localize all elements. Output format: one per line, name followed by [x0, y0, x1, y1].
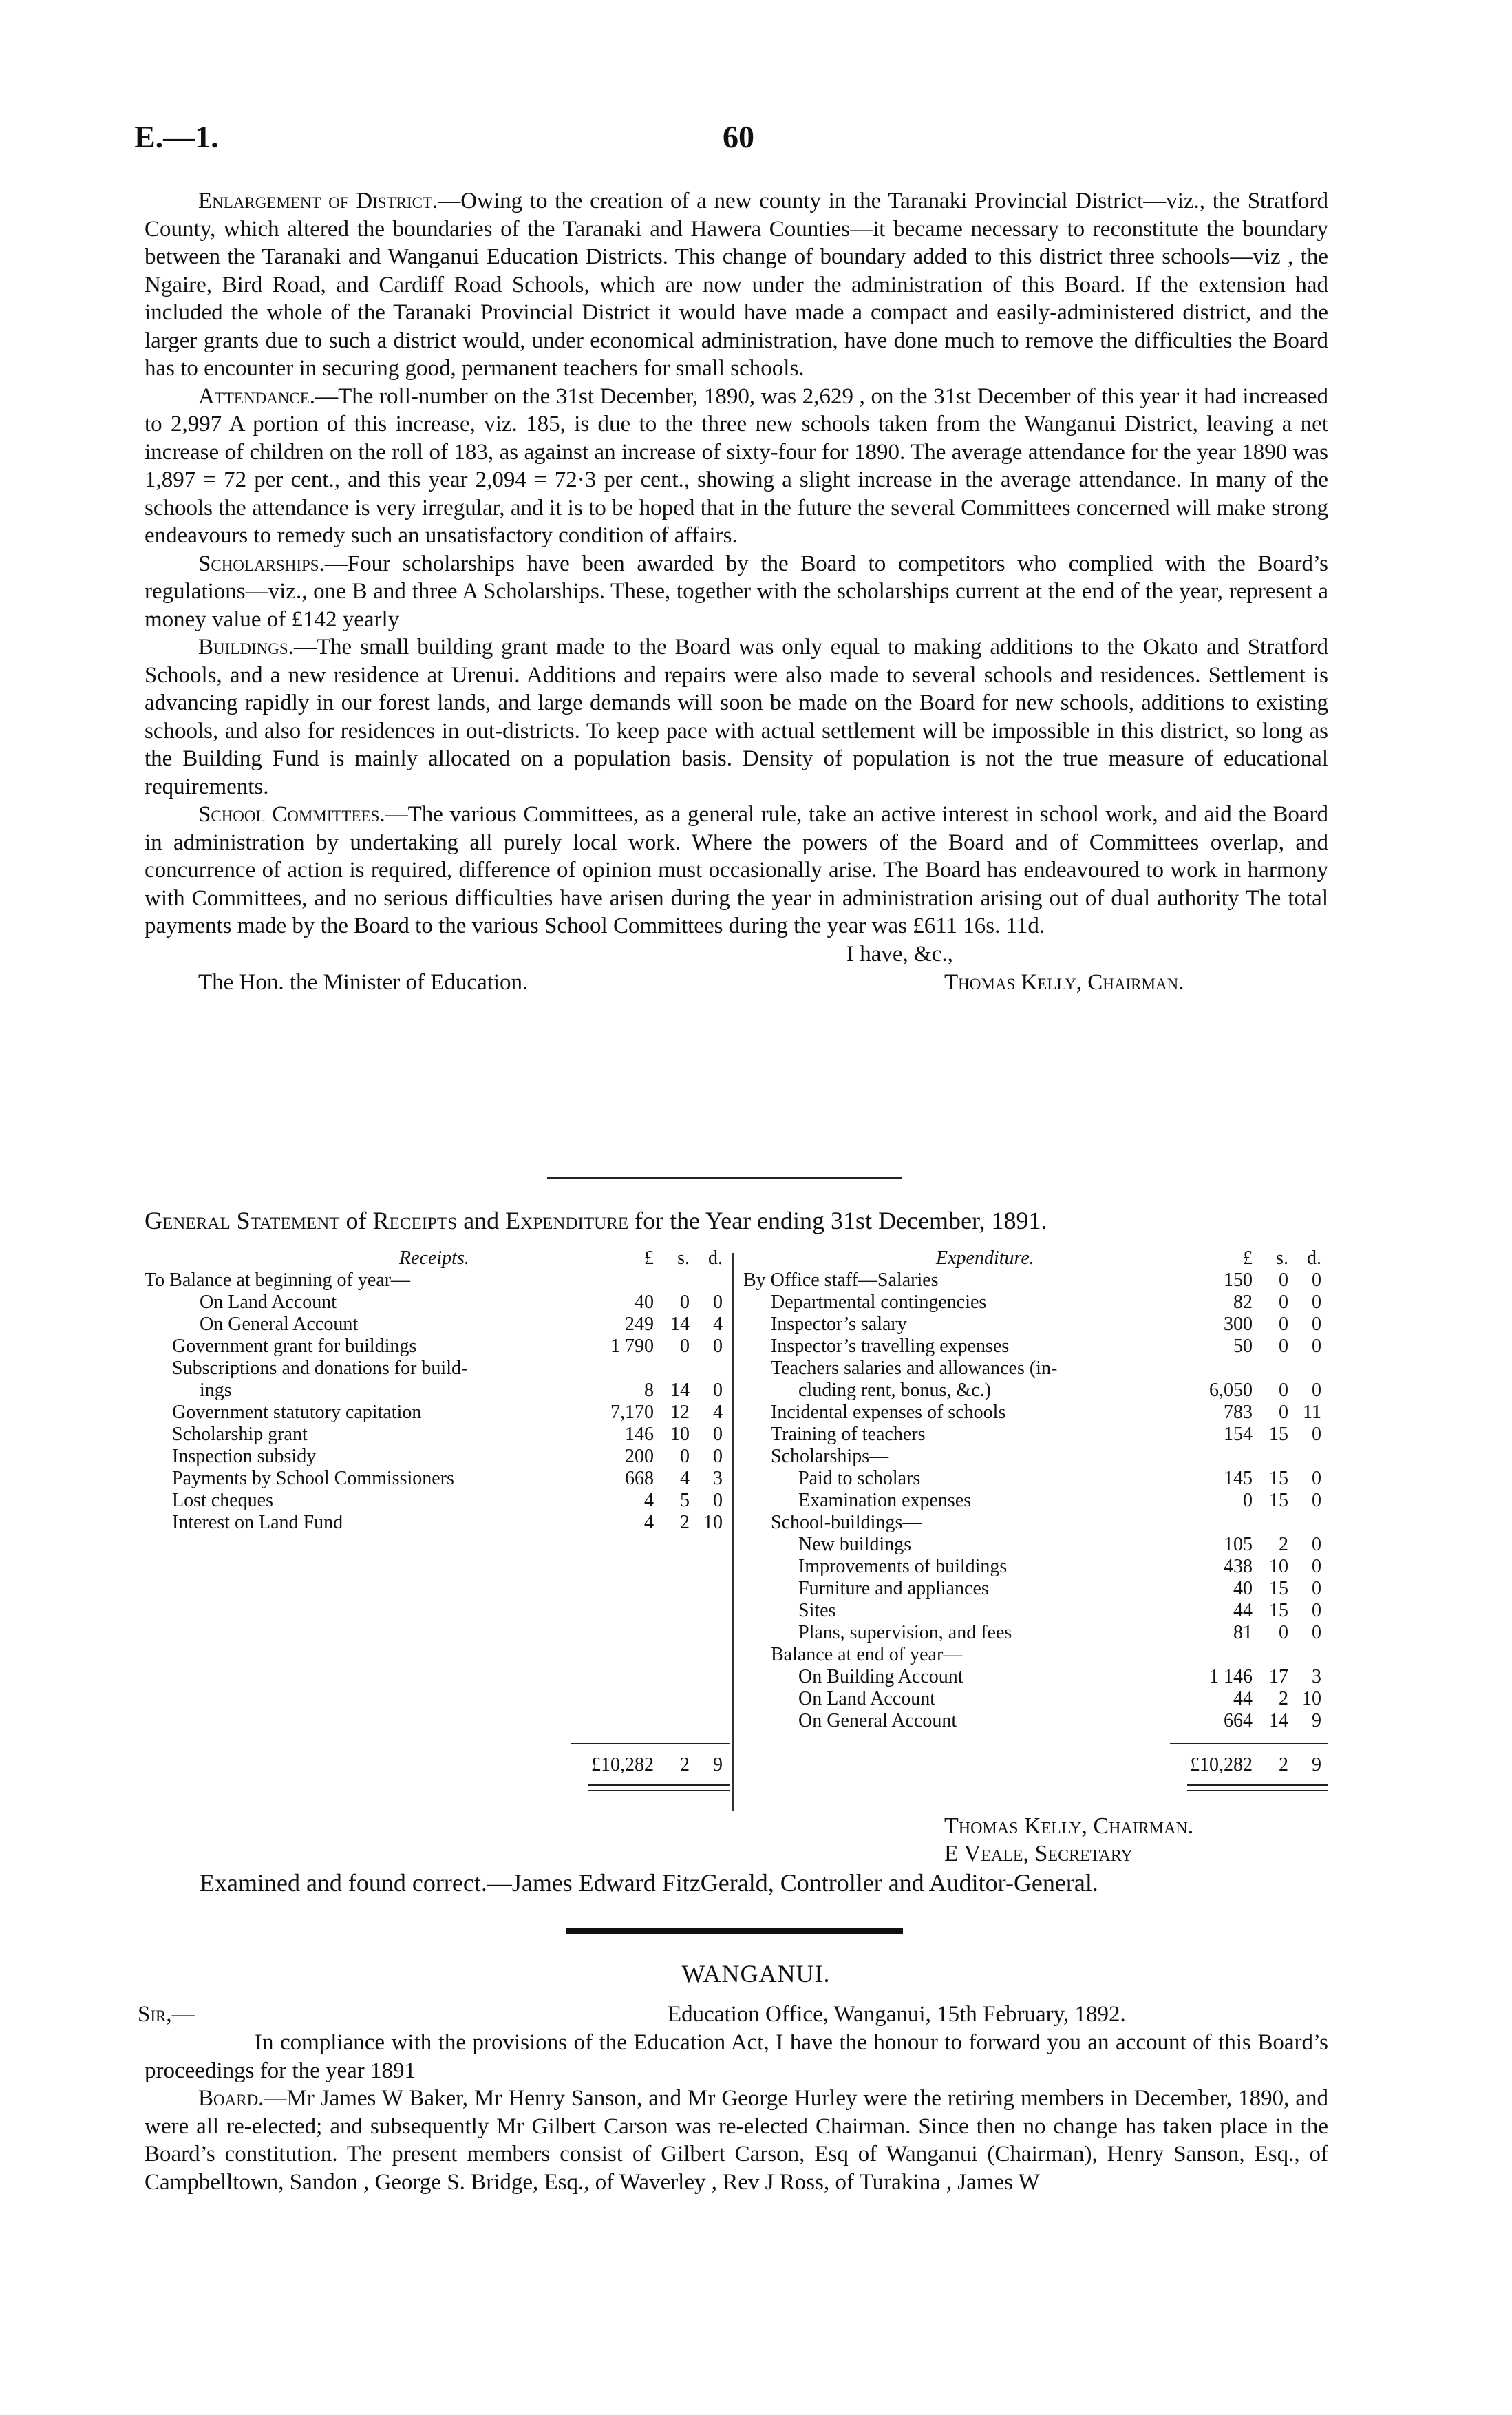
receipt-shillings: 12 — [670, 1402, 690, 1423]
statement-title: General Statement of Receipts and Expenditure for the Year ending 31st December, 1891. — [145, 1207, 1047, 1234]
expenditure-pounds: 6,050 — [1209, 1380, 1253, 1401]
page-number: 60 — [723, 119, 754, 154]
receipt-label: On General Account — [200, 1314, 359, 1335]
expenditure-table — [743, 1247, 1328, 1732]
expenditure-shillings: 15 — [1269, 1600, 1288, 1621]
receipts-table — [145, 1247, 730, 1534]
expenditure-pence: 0 — [1312, 1600, 1321, 1621]
receipt-label: On Land Account — [200, 1291, 337, 1313]
expenditure-row — [743, 1336, 1328, 1358]
expenditure-pence: 3 — [1312, 1666, 1321, 1687]
paragraph-text: —The various Committees, as a general rule, take an active interest in school work, and aid the Board in administration by undertaking all purely local work. Where the powers of the Board and of Committees overlap, and concurrence of action is required, difference of opinion must occasionally arise. The Board has endeavoured to work in harmony with Committees, and no serious difficulties have arisen during the year in administration arising out of dual authority The total payments made by the Board to the various School Committees during the year was £611 16s. 11d. — [145, 802, 1328, 938]
col-pounds: £ — [1243, 1247, 1253, 1269]
closing-line — [145, 940, 1328, 969]
receipt-pence: 0 — [713, 1446, 723, 1467]
receipt-label: Scholarship grant — [172, 1424, 308, 1445]
receipt-row — [145, 1380, 730, 1402]
paragraph-text: —The roll-number on the 31st December, 1890, was 2,629 , on the 31st December of this year it had increased to 2,997 A portion of this increase, viz. 185, is due to the three new schools taken from the Wanganui District, leaving a net increase of children on the roll of 183, as against an increase of sixty-four for 1890. The average attendance for the year 1890 was 1,897 = 72 per cent., and this year 2,094 = 72·3 per cent., showing a slight increase in the average attendance. In many of the schools the attendance is very irregular, and it is to be hoped that in the future the several Committees concerned will make strong endeavours to remedy such an unsatisfactory condition of affairs. — [145, 383, 1328, 548]
closing-signature-line — [145, 969, 1328, 997]
expenditure-row — [743, 1644, 1328, 1666]
wanganui-board-paragraph — [145, 2085, 1328, 2196]
receipt-label: Inspection subsidy — [172, 1446, 317, 1467]
paragraph-scholarships — [145, 550, 1328, 634]
expenditure-label: On Building Account — [798, 1666, 963, 1687]
salutation-line — [138, 2001, 1328, 2029]
closing-signature: Thomas Kelly, Chairman. — [944, 969, 1184, 995]
receipt-pence: 10 — [703, 1512, 723, 1533]
receipts-total-shillings: 2 — [680, 1754, 690, 1775]
expenditure-total-shillings: 2 — [1279, 1754, 1288, 1775]
expenditure-row — [743, 1600, 1328, 1622]
receipt-shillings: 2 — [680, 1512, 690, 1533]
expenditure-row — [743, 1358, 1328, 1380]
expenditure-pounds: 664 — [1224, 1710, 1253, 1731]
expenditure-label: Teachers salaries and allowances (in- — [771, 1358, 1058, 1379]
expenditure-row — [743, 1269, 1328, 1291]
receipt-pence: 0 — [713, 1380, 723, 1401]
receipt-shillings: 10 — [670, 1424, 690, 1445]
receipt-pence: 0 — [713, 1291, 723, 1313]
expenditure-label: Scholarships— — [771, 1446, 889, 1467]
expenditure-shillings: 0 — [1279, 1402, 1288, 1423]
expenditure-label: Sites — [798, 1600, 836, 1621]
expenditure-shillings: 0 — [1279, 1269, 1288, 1291]
receipt-label: To Balance at beginning of year— — [145, 1269, 411, 1291]
section-divider — [547, 1177, 902, 1179]
expenditure-shillings: 17 — [1269, 1666, 1288, 1687]
receipt-row — [145, 1424, 730, 1446]
expenditure-shillings: 0 — [1279, 1336, 1288, 1357]
receipt-label: Subscriptions and donations for build- — [172, 1358, 468, 1379]
receipt-pounds: 4 — [644, 1490, 654, 1511]
wanganui-heading: WANGANUI. — [681, 1960, 831, 1987]
expenditure-label: Balance at end of year— — [771, 1644, 963, 1665]
receipt-shillings: 4 — [680, 1468, 690, 1489]
salutation: Sir,— — [138, 2002, 195, 2027]
receipt-label: Government grant for buildings — [172, 1336, 417, 1357]
expenditure-label: Paid to scholars — [798, 1468, 921, 1489]
receipts-total-rule — [571, 1743, 730, 1744]
expenditure-pounds: 300 — [1224, 1314, 1253, 1335]
paragraph-text: —The small building grant made to the Board was only equal to making additions to the Okato and Stratford Schools, and a new residence at Urenui. Additions and repairs were also made to several schools and residences. Settlement is advancing rapidly in our forest lands, and large demands will soon be made on the Board for new schools, additions to existing schools, and also for residences in out-districts. To keep pace with actual settlement will be impossible in this district, so long as the Building Fund is mainly allocated on a population basis. Density of population is not the true measure of educational requirements. — [145, 635, 1328, 799]
expenditure-label: By Office staff—Salaries — [743, 1269, 939, 1291]
expenditure-pence: 0 — [1312, 1269, 1321, 1291]
expenditure-pounds: 150 — [1224, 1269, 1253, 1291]
expenditure-label: On General Account — [798, 1710, 957, 1731]
expenditure-row — [743, 1446, 1328, 1468]
receipt-pence: 0 — [713, 1490, 723, 1511]
addressee: The Hon. the Minister of Education. — [198, 969, 529, 995]
expenditure-pence: 0 — [1312, 1578, 1321, 1599]
expenditure-pence: 11 — [1303, 1402, 1321, 1423]
receipt-shillings: 14 — [670, 1314, 690, 1335]
table-column-divider — [732, 1253, 734, 1811]
expenditure-pounds: 82 — [1233, 1291, 1253, 1313]
expenditure-pounds: 783 — [1224, 1402, 1253, 1423]
expenditure-shillings: 14 — [1269, 1710, 1288, 1731]
expenditure-row — [743, 1666, 1328, 1688]
receipt-row — [145, 1402, 730, 1424]
receipt-pence: 0 — [713, 1336, 723, 1357]
expenditure-pence: 0 — [1312, 1556, 1321, 1577]
paragraph-buildings — [145, 633, 1328, 801]
receipt-pounds: 1 790 — [610, 1336, 654, 1357]
expenditure-pence: 0 — [1312, 1534, 1321, 1555]
expenditure-pounds: 50 — [1233, 1336, 1253, 1357]
expenditure-total-pounds: £10,282 — [1190, 1754, 1253, 1775]
receipt-shillings: 5 — [680, 1490, 690, 1511]
paragraph-text: —Owing to the creation of a new county in the Taranaki Provincial District—viz., the Stratford County, which altered the boundaries of the Taranaki and Hawera Counties—it became necessary to reconstitute the boundary between the Taranaki and Wanganui Education Districts. This change of boundary added to this district three schools—viz , the Ngaire, Bird Road, and Cardiff Road Schools, which are now under the administration of this Board. If the extension had included the whole of the Taranaki Provincial District it would have made a compact and easily-administered district, and the larger grants due to such a district would, under economical administration, have done much to remove the difficulties the Board has to encounter in securing good, permanent teachers for small schools. — [145, 189, 1328, 381]
expenditure-pence: 0 — [1312, 1468, 1321, 1489]
expenditure-row — [743, 1710, 1328, 1732]
expenditure-label: Improvements of buildings — [798, 1556, 1008, 1577]
receipts-double-rule — [588, 1784, 730, 1786]
expenditure-pence: 0 — [1312, 1380, 1321, 1401]
receipt-pounds: 668 — [625, 1468, 654, 1489]
expenditure-pounds: 145 — [1224, 1468, 1253, 1489]
receipt-label: Government statutory capitation — [172, 1402, 422, 1423]
paragraph-attendance — [145, 383, 1328, 550]
expenditure-shillings: 0 — [1279, 1622, 1288, 1643]
expenditure-row — [743, 1291, 1328, 1314]
expenditure-pence: 0 — [1312, 1490, 1321, 1511]
wanganui-body — [138, 2001, 1328, 2196]
expenditure-pounds: 44 — [1233, 1600, 1253, 1621]
expenditure-shillings: 0 — [1279, 1291, 1288, 1313]
expenditure-heading: Expenditure. — [936, 1247, 1034, 1269]
expenditure-pounds: 438 — [1224, 1556, 1253, 1577]
expenditure-pounds: 0 — [1243, 1490, 1253, 1511]
receipts-total — [145, 1754, 730, 1776]
receipts-total-pounds: £10,282 — [591, 1754, 654, 1775]
receipt-label: Payments by School Commissioners — [172, 1468, 454, 1489]
expenditure-pence: 0 — [1312, 1622, 1321, 1643]
expenditure-total-pence: 9 — [1312, 1754, 1321, 1775]
expenditure-row — [743, 1468, 1328, 1490]
expenditure-label: Inspector’s salary — [771, 1314, 907, 1335]
expenditure-shillings: 0 — [1279, 1314, 1288, 1335]
expenditure-label: School-buildings— — [771, 1512, 922, 1533]
expenditure-label: On Land Account — [798, 1688, 936, 1709]
receipt-pence: 3 — [713, 1468, 723, 1489]
paragraph-text: —Four scholarships have been awarded by the Board to competitors who complied with the Board’s regulations—viz., one B and three A Scholarships. These, together with the scholarships current at the end of the year, represent a money value of £142 yearly — [145, 551, 1328, 632]
expenditure-shillings: 15 — [1269, 1468, 1288, 1489]
wanganui-intro: In compliance with the provisions of the Education Act, I have the honour to forward you an account of this Board’s proceedings for the year 1891 — [145, 2030, 1328, 2083]
expenditure-row — [743, 1314, 1328, 1336]
expenditure-row — [743, 1380, 1328, 1402]
expenditure-label: Examination expenses — [798, 1490, 972, 1511]
paragraph-heading: Attendance. — [198, 383, 316, 409]
receipt-row — [145, 1468, 730, 1490]
col-pounds: £ — [644, 1247, 654, 1269]
receipt-pounds: 7,170 — [610, 1402, 654, 1423]
receipt-label: ings — [200, 1380, 232, 1401]
expenditure-row — [743, 1402, 1328, 1424]
expenditure-row — [743, 1556, 1328, 1578]
expenditure-shillings: 15 — [1269, 1490, 1288, 1511]
receipt-pounds: 40 — [635, 1291, 654, 1313]
receipt-label: Interest on Land Fund — [172, 1512, 343, 1533]
expenditure-pounds: 154 — [1224, 1424, 1253, 1445]
receipt-pounds: 249 — [625, 1314, 654, 1335]
closing-have: I have, &c., — [846, 941, 953, 967]
expenditure-row — [743, 1622, 1328, 1644]
expenditure-row — [743, 1688, 1328, 1710]
expenditure-pence: 0 — [1312, 1291, 1321, 1313]
expenditure-label: Furniture and appliances — [798, 1578, 989, 1599]
statement-signature-chairman: Thomas Kelly, Chairman. — [944, 1813, 1194, 1839]
section-break-rule — [566, 1928, 903, 1934]
receipt-pounds: 8 — [644, 1380, 654, 1401]
expenditure-label: Incidental expenses of schools — [771, 1402, 1006, 1423]
receipt-label: Lost cheques — [172, 1490, 273, 1511]
expenditure-pence: 9 — [1312, 1710, 1321, 1731]
receipts-header-row — [145, 1247, 730, 1269]
document-reference: E.—1. — [134, 119, 219, 154]
receipt-row — [145, 1358, 730, 1380]
receipt-pounds: 4 — [644, 1512, 654, 1533]
receipt-row — [145, 1490, 730, 1512]
receipt-shillings: 0 — [680, 1446, 690, 1467]
col-shillings: s. — [1276, 1247, 1288, 1269]
expenditure-double-rule-lower — [1187, 1790, 1328, 1791]
expenditure-label: New buildings — [798, 1534, 912, 1555]
receipt-pence: 0 — [713, 1424, 723, 1445]
expenditure-total-rule — [1170, 1743, 1328, 1744]
receipt-row — [145, 1512, 730, 1534]
expenditure-shillings: 15 — [1269, 1578, 1288, 1599]
expenditure-pence: 10 — [1302, 1688, 1321, 1709]
receipt-pounds: 200 — [625, 1446, 654, 1467]
paragraph-heading: Enlargement of District. — [198, 189, 438, 213]
receipt-row — [145, 1314, 730, 1336]
expenditure-row — [743, 1534, 1328, 1556]
receipts-double-rule-lower — [588, 1790, 730, 1791]
receipt-shillings: 14 — [670, 1380, 690, 1401]
expenditure-label: Inspector’s travelling expenses — [771, 1336, 1010, 1357]
paragraph-heading: Buildings. — [198, 635, 294, 660]
receipt-row — [145, 1446, 730, 1468]
report-body — [145, 187, 1328, 997]
receipt-shillings: 0 — [680, 1336, 690, 1357]
expenditure-pounds: 1 146 — [1209, 1666, 1253, 1687]
col-pence: d. — [1307, 1247, 1321, 1269]
col-shillings: s. — [677, 1247, 690, 1269]
expenditure-pence: 0 — [1312, 1424, 1321, 1445]
expenditure-row — [743, 1424, 1328, 1446]
expenditure-label: Training of teachers — [771, 1424, 926, 1445]
expenditure-shillings: 2 — [1279, 1688, 1288, 1709]
expenditure-pounds: 81 — [1233, 1622, 1253, 1643]
expenditure-header-row — [743, 1247, 1328, 1269]
expenditure-shillings: 0 — [1279, 1380, 1288, 1401]
expenditure-row — [743, 1490, 1328, 1512]
col-pence: d. — [708, 1247, 723, 1269]
receipt-row — [145, 1269, 730, 1291]
expenditure-shillings: 10 — [1269, 1556, 1288, 1577]
paragraph-text: —Mr James W Baker, Mr Henry Sanson, and Mr George Hurley were the retiring members in December, 1890, and were all re-elected; and subsequently Mr Gilbert Carson was re-elected Chairman. Since then no change has taken place in the Board’s constitution. The present members consist of Gilbert Carson, Esq of Wanganui (Chairman), Henry Sanson, Esq., of Campbelltown, Sandon , George S. Bridge, Esq., of Waverley , Rev J Ross, of Turakina , James W — [145, 2086, 1328, 2195]
expenditure-row — [743, 1578, 1328, 1600]
expenditure-double-rule — [1187, 1784, 1328, 1786]
receipt-pounds: 146 — [625, 1424, 654, 1445]
expenditure-row — [743, 1512, 1328, 1534]
receipt-pence: 4 — [713, 1314, 723, 1335]
paragraph-enlargement — [145, 187, 1328, 383]
receipts-total-pence: 9 — [713, 1754, 723, 1775]
paragraph-heading: Board. — [198, 2086, 264, 2111]
paragraph-heading: Scholarships. — [198, 551, 325, 576]
expenditure-shillings: 2 — [1279, 1534, 1288, 1555]
expenditure-pounds: 105 — [1224, 1534, 1253, 1555]
expenditure-pounds: 40 — [1233, 1578, 1253, 1599]
receipt-row — [145, 1336, 730, 1358]
expenditure-pounds: 44 — [1233, 1688, 1253, 1709]
receipt-row — [145, 1291, 730, 1314]
receipts-heading: Receipts. — [399, 1247, 469, 1269]
statement-signature-secretary: E Veale, Secretary — [944, 1841, 1133, 1866]
expenditure-pence: 0 — [1312, 1336, 1321, 1357]
dateline: Education Office, Wanganui, 15th February, 1892. — [668, 2002, 1126, 2027]
expenditure-label: Departmental contingencies — [771, 1291, 987, 1313]
audit-note: Examined and found correct.—James Edward FitzGerald, Controller and Auditor-General. — [200, 1869, 1098, 1897]
receipt-pence: 4 — [713, 1402, 723, 1423]
expenditure-label: cluding rent, bonus, &c.) — [798, 1380, 991, 1401]
receipt-shillings: 0 — [680, 1291, 690, 1313]
paragraph-heading: School Committees. — [198, 802, 385, 827]
expenditure-pence: 0 — [1312, 1314, 1321, 1335]
expenditure-total — [743, 1754, 1328, 1776]
paragraph-school-committees — [145, 801, 1328, 940]
expenditure-label: Plans, supervision, and fees — [798, 1622, 1012, 1643]
expenditure-shillings: 15 — [1269, 1424, 1288, 1445]
